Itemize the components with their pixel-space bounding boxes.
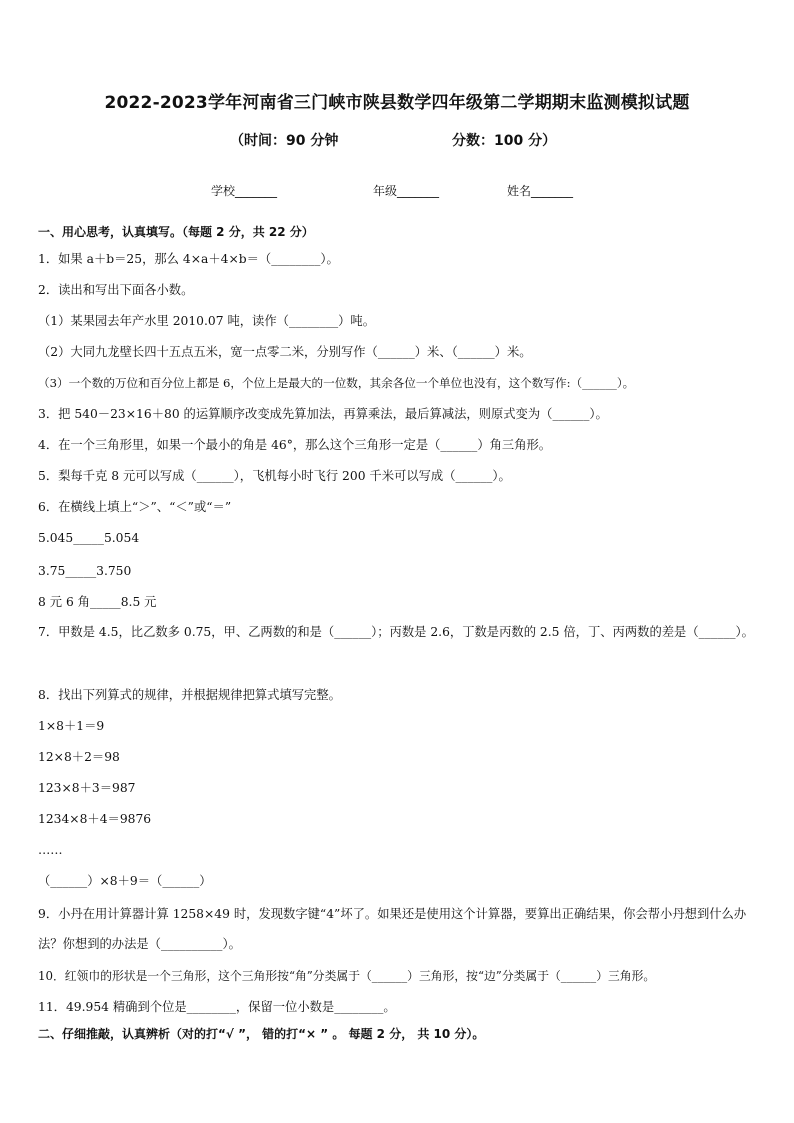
name-field: 姓名_______ xyxy=(507,184,574,198)
question-line: 6．在横线上填上“＞”、“＜”或“＝” xyxy=(38,500,232,514)
question-line: （______）×8＋9＝（______） xyxy=(38,874,212,888)
question-line: 12×8＋2＝98 xyxy=(38,750,120,764)
question-line: （1）某果园去年产水里 2010.07 吨，读作（________）吨。 xyxy=(38,314,376,328)
question-line: 1×8＋1＝9 xyxy=(38,719,105,733)
school-field: 学校_______ xyxy=(211,184,278,198)
question-line: 10．红领巾的形状是一个三角形，这个三角形按“角”分类属于（______）三角形，按“边”分类属于（______）三角形。 xyxy=(38,969,656,983)
section-2-header: 二、仔细推敲，认真辨析（对的打“√ ”， 错的打“× ” 。 每题 2 分， 共 10 分）。 xyxy=(38,1027,485,1041)
question-line: （3）一个数的万位和百分位上都是 6，个位上是最大的一位数，其余各位一个单位也没有，这个数写作:（______）。 xyxy=(38,376,635,390)
question-line: 9．小丹在用计算器计算 1258×49 时，发现数字键“4”坏了。如果还是使用这个计算器，要算出正确结果，你会帮小丹想到什么办法？你想到的办法是（__________）。 xyxy=(38,907,747,951)
question-line: 123×8＋3＝987 xyxy=(38,781,136,795)
exam-meta xyxy=(0,130,794,152)
question-line: （2）大同九龙壁长四十五点五米，宽一点零二米，分别写作（______）米、（______）米。 xyxy=(38,345,532,359)
question-line: 5.045_____5.054 xyxy=(38,531,140,545)
section-1-header: 一、用心思考，认真填写。（每题 2 分，共 22 分） xyxy=(38,225,314,239)
question-line: 8．找出下列算式的规律，并根据规律把算式填写完整。 xyxy=(38,688,341,702)
question-line: 1234×8＋4＝9876 xyxy=(38,812,152,826)
question-line: 2．读出和写出下面各小数。 xyxy=(38,283,194,297)
question-line: 1．如果 a＋b＝25，那么 4×a＋4×b＝（________）。 xyxy=(38,252,339,266)
question-line: 3．把 540－23×16＋80 的运算顺序改变成先算加法，再算乘法，最后算减法，则原式变为（______）。 xyxy=(38,407,608,421)
student-info xyxy=(0,182,794,202)
question-line: 8 元 6 角_____8.5 元 xyxy=(38,595,157,609)
question-line: 3.75_____3.750 xyxy=(38,564,132,578)
question-line: 5．梨每千克 8 元可以写成（______），飞机每小时飞行 200 千米可以写成（______）。 xyxy=(38,469,511,483)
page-title: 2022-2023学年河南省三门峡市陕县数学四年级第二学期期末监测模拟试题 xyxy=(104,93,690,113)
exam-time: （时间：90 分钟 xyxy=(230,133,339,149)
grade-field: 年级_______ xyxy=(373,184,440,198)
question-line: 4．在一个三角形里，如果一个最小的角是 46°，那么这个三角形一定是（______）角三角形。 xyxy=(38,438,552,452)
question-line: 11．49.954 精确到个位是________，保留一位小数是________。 xyxy=(38,1000,396,1014)
question-line: 7．甲数是 4.5，比乙数多 0.75，甲、乙两数的和是（______）；丙数是 2.6，丁数是丙数的 2.5 倍，丁、丙两数的差是（______）。 xyxy=(38,625,754,639)
exam-score: 分数：100 分） xyxy=(452,133,557,149)
question-line: …… xyxy=(38,843,63,857)
